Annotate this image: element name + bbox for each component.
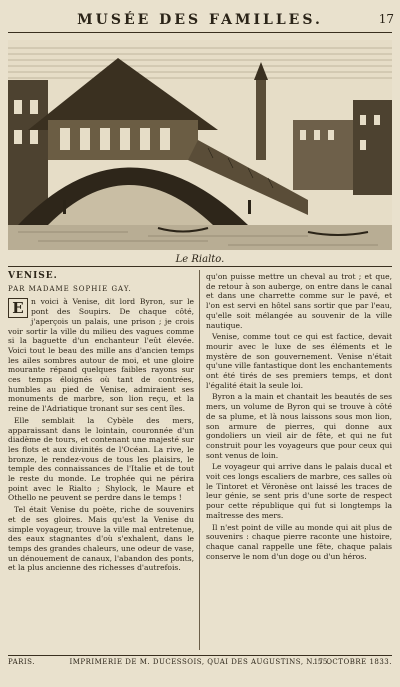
paragraph: Byron a la main et chantait les beautés de ses mers, un volume de Byron qui se trouve à côté de sa plume, et là nous laissons sous mon lion, son armure de pierres, qui donne aux gondoliers un vieil air de fête, et qui ne fut construit pour les voyageurs que pour ceux qui sont venus de loin.: [206, 392, 392, 460]
footer-printer: IMPRIMERIE DE M. DUCESSOIS, QUAI DES AUGUSTINS, N. 55.: [69, 658, 331, 666]
article-title: VENISE.: [8, 271, 58, 281]
paragraph: Elle semblait la Cybèle des mers, apparaissant dans le lointain, couronnée d'un diadème de tours, et contenant une majesté sur les flots et aux divinités de l'Océan. La rive, le bronze, le rendez-vous de tous les plaisirs, le temple des connaissances de l'Italie et de tout le reste du monde. Le trophée qui ne périra point avec le Rialto ; Shylock, le Maure et Othello ne peuvent se perdre dans le temps !: [8, 415, 194, 503]
article-byline: PAR MADAME SOPHIE GAY.: [8, 284, 132, 293]
column-divider: [199, 270, 200, 650]
journal-title: MUSÉE DES FAMILLES.: [77, 12, 323, 28]
right-column: [206, 272, 392, 563]
rialto-bridge-engraving: [8, 40, 392, 250]
footer-date: 17 OCTOBRE 1833.: [313, 658, 392, 666]
drop-cap: E: [8, 298, 28, 318]
footer: [8, 658, 392, 672]
footer-rule: [8, 655, 392, 656]
top-rule: [8, 32, 392, 33]
paragraph: Le voyageur qui arrive dans le palais ducal et voit ces longs escaliers de marbre, ces salles où le Tintoret et Véronèse ont laissé les traces de leur génie, se sent pris d'une sorte de respect pour cette république qui fut si longtemps la maîtresse des mers.: [206, 462, 392, 520]
paragraph: Tel était Venise du poète, riche de souvenirs et de ses gloires. Mais qu'est la Venise du simple voyageur, trouve la ville mal entretenue, des eaux stagnantes d'où s'exhalent, dans le temps des grandes chaleurs, une odeur de vase, un dénouement de canaux, l'abandon des ponts, et la plus ancienne des richesses d'autrefois.: [8, 505, 194, 573]
paragraph: n voici à Venise, dit lord Byron, sur le pont des Soupirs. De chaque côté, j'aperçois un palais, une prison ; je crois voir sortir la ville du milieu des vagues comme si la baguette d'un enchanteur l'eût élevée. Voici tout le beau des mille ans d'ancien temps les ailes sombres autour de moi, et une gloire mourante répand quelques faibles rayons sur ces temps éloignés où tant de contrées, humbles au pied de Venise, admiraient ses monuments de marbre, son lion reçu, et la reine de l'Adriatique tronant sur ses cent îles.: [8, 297, 194, 414]
masthead: [0, 10, 400, 34]
illustration-caption: Le Rialto.: [175, 254, 225, 265]
footer-city: PARIS.: [8, 658, 35, 666]
page-number: 17: [378, 12, 394, 26]
caption-rule: [8, 266, 392, 267]
paragraph: qu'on puisse mettre un cheval au trot ; et que, de retour à son auberge, on entre dans le canal et dans une charrette comme sur le pavé, et l'on est servi en hôtel sans sortir que par l'eau, qu'elle soit mélangée au souvenir de la ville nautique.: [206, 272, 392, 330]
paragraph: Venise, comme tout ce qui est factice, devait mourir avec le luxe de ses éléments et le mystère de son gouvernement. Venise n'était qu'une ville fantastique dont les enchantements ont été tirés de ses premiers temps, et dont l'égalité était la seule loi.: [206, 332, 392, 390]
left-column: [8, 272, 194, 575]
paragraph: Il n'est point de ville au monde qui ait plus de souvenirs : chaque pierre raconte une histoire, chaque canal rappelle une fête, chaque palais conserve le nom d'un doge ou d'un héros.: [206, 522, 392, 561]
